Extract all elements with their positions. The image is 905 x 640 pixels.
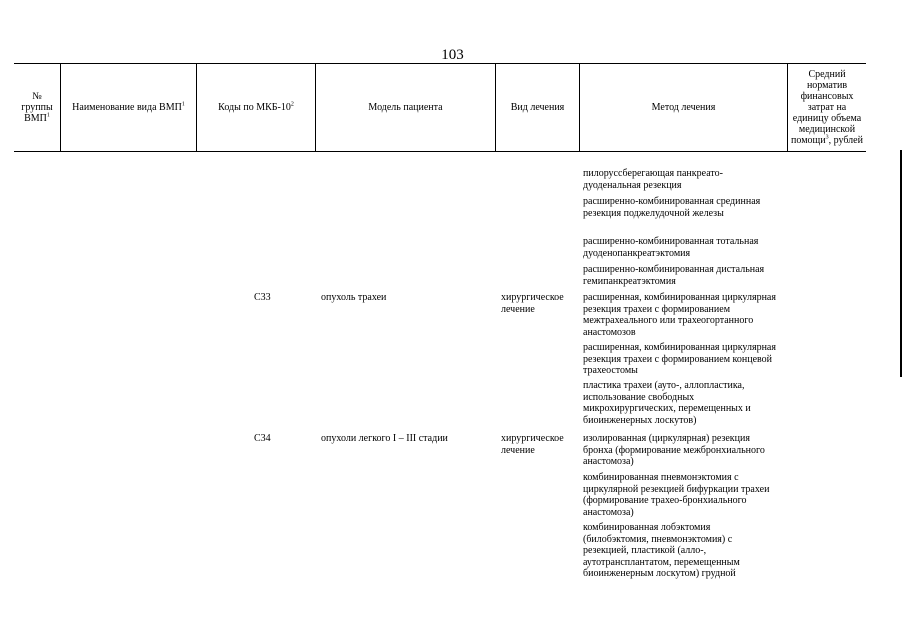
header-treatment-method-text: Метод лечения — [651, 102, 716, 113]
method-text: расширенная, комбинированная циркулярная резекция трахеи с формированием концевой трахеостомы — [583, 342, 776, 376]
icd-code: C33 — [254, 292, 271, 303]
header-group-no — [14, 64, 60, 151]
header-vmp-name — [61, 64, 196, 151]
table-header — [14, 63, 866, 152]
patient-model: опухоль трахеи — [321, 292, 387, 303]
header-vmp-name-text: Наименование вида ВМП$^1$ — [72, 101, 185, 113]
method-text: расширенно-комбинированная тотальная дуоденопанкреатэктомия — [583, 236, 759, 259]
method-text: расширенная, комбинированная циркулярная резекция трахеи с формированием межтрахеального или трахеогортанного анастомозов — [583, 292, 776, 338]
treatment-type: хирургическое лечение — [501, 433, 564, 456]
method-text: комбинированная пневмонэктомия с циркулярной резекцией бифуркации трахеи (формирование трахео-бронхиального анастомоза) — [583, 472, 770, 518]
patient-model: опухоли легкого I – III стадии — [321, 433, 448, 444]
header-group-no-text: № группы ВМП$^1$ — [21, 91, 53, 124]
page-number: 103 — [441, 47, 464, 63]
header-avg-cost — [788, 64, 866, 151]
icd-code: C34 — [254, 433, 271, 444]
treatment-type: хирургическое лечение — [501, 292, 564, 315]
scan-edge-mark — [900, 150, 902, 377]
method-text: пилоруссберегающая панкреато-дуоденальная резекция — [583, 168, 723, 191]
header-patient-model-text: Модель пациента — [368, 102, 443, 113]
method-text: пластика трахеи (ауто-, аллопластика, использование свободных микрохирургических, перемещенных и биоинженерных лоскутов) — [583, 380, 751, 426]
header-avg-cost-text: Средний норматив финансовых затрат на единицу объема медицинской помощи$^3$, рублей — [791, 69, 863, 146]
method-text: изолированная (циркулярная) резекция бронха (формирование межбронхиального анастомоза) — [583, 433, 765, 467]
header-icd-codes-text: Коды по МКБ-$10^2$ — [218, 101, 294, 113]
method-text: расширенно-комбинированная срединная резекция поджелудочной железы — [583, 196, 761, 219]
header-treatment-type-text: Вид лечения — [510, 102, 565, 113]
method-text: комбинированная лобэктомия (билобэктомия, пневмонэктомия) с резекцией, пластикой (алло-, аутотрансплантатом, перемещенным биоинженерным лоскутом) грудной — [583, 522, 740, 579]
header-treatment-type — [496, 64, 579, 151]
header-patient-model — [316, 64, 495, 151]
header-treatment-method — [580, 64, 787, 151]
method-text: расширенно-комбинированная дистальная гемипанкреатэктомия — [583, 264, 765, 287]
header-icd-codes — [197, 64, 315, 151]
